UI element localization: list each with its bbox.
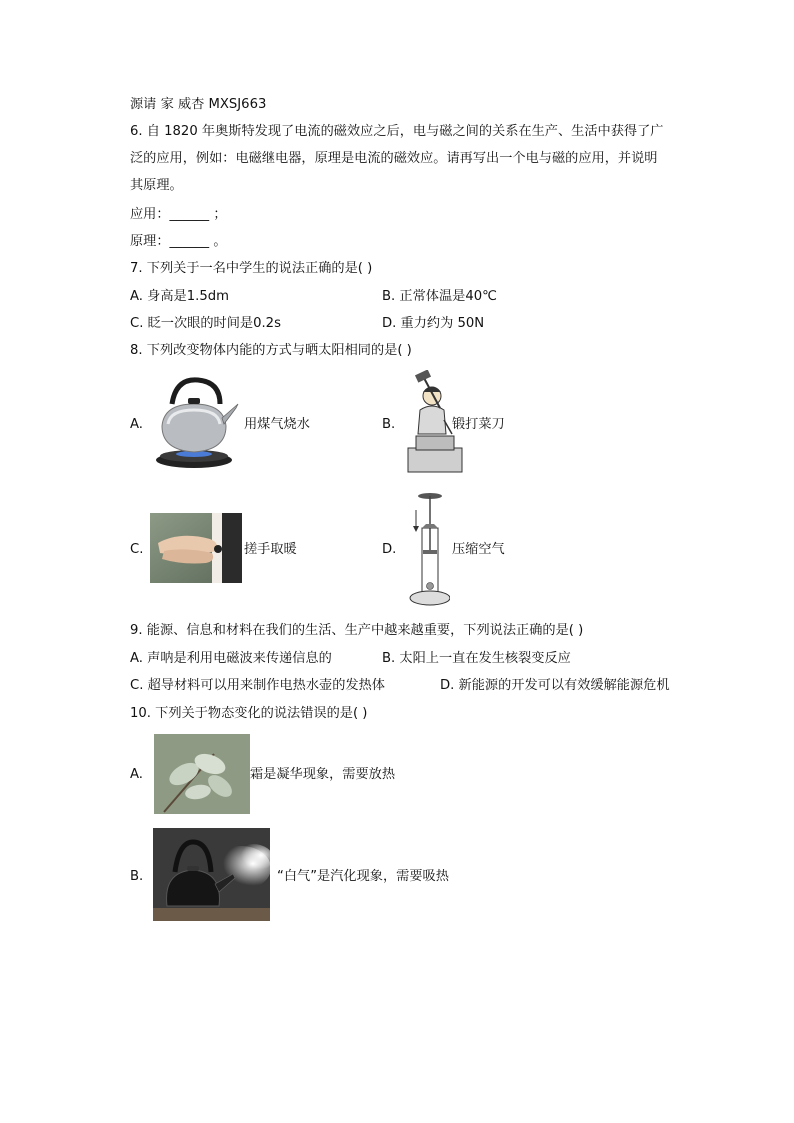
q6-fill-principle: 原理：______ 。 <box>130 234 227 249</box>
q8-d-text: 压缩空气 <box>452 542 505 557</box>
compress-air-syringe-image <box>400 488 450 610</box>
kettle-gas-stove-image <box>150 374 242 472</box>
q6-fill-application: 应用：______ ； <box>130 207 227 222</box>
q8-stem: 8. 下列改变物体内能的方式与晒太阳相同的是( ) <box>130 343 412 358</box>
header-text: 源请 家 威杏 MXSJ663 <box>130 97 267 112</box>
q8-a-text: 用煤气烧水 <box>244 417 310 432</box>
q8-c-letter: C. <box>130 542 144 557</box>
q7-option-d: D. 重力约为 50N <box>382 316 485 331</box>
q6-line2: 泛的应用，例如：电磁继电器，原理是电流的磁效应。请再写出一个电与磁的应用，并说明 <box>130 151 658 166</box>
q9-option-b: B. 太阳上一直在发生核裂变反应 <box>382 651 571 666</box>
q9-stem: 9. 能源、信息和材料在我们的生活、生产中越来越重要，下列说法正确的是( ) <box>130 623 584 638</box>
q8-b-letter: B. <box>382 417 396 432</box>
q7-stem: 7. 下列关于一名中学生的说法正确的是( ) <box>130 261 373 276</box>
q6-line1: 6. 自 1820 年奥斯特发现了电流的磁效应之后，电与磁之间的关系在生产、生活中获得了广 <box>130 124 664 139</box>
q8-b-text: 锻打菜刀 <box>452 417 505 432</box>
q9-option-a: A. 声呐是利用电磁波来传递信息的 <box>130 651 332 666</box>
q6-line3: 其原理。 <box>130 178 183 193</box>
q8-c-text: 搓手取暖 <box>244 542 297 557</box>
q8-a-letter: A. <box>130 417 143 432</box>
q10-stem: 10. 下列关于物态变化的说法错误的是( ) <box>130 706 368 721</box>
q10-b-letter: B. <box>130 869 144 884</box>
q7-option-c: C. 眨一次眼的时间是0.2s <box>130 316 281 331</box>
q9-option-c: C. 超导材料可以用来制作电热水壶的发热体 <box>130 678 385 693</box>
q10-a-letter: A. <box>130 767 143 782</box>
steaming-kettle-image <box>153 828 270 921</box>
q10-b-text: “白气”是汽化现象，需要吸热 <box>277 869 449 884</box>
q9-option-d: D. 新能源的开发可以有效缓解能源危机 <box>440 678 670 693</box>
q7-option-a: A. 身高是1.5dm <box>130 289 229 304</box>
rubbing-hands-image <box>150 513 242 583</box>
q10-a-text: 霜是凝华现象，需要放热 <box>250 767 396 782</box>
q8-d-letter: D. <box>382 542 397 557</box>
q7-option-b: B. 正常体温是40℃ <box>382 289 497 304</box>
frost-leaves-image <box>154 734 250 814</box>
